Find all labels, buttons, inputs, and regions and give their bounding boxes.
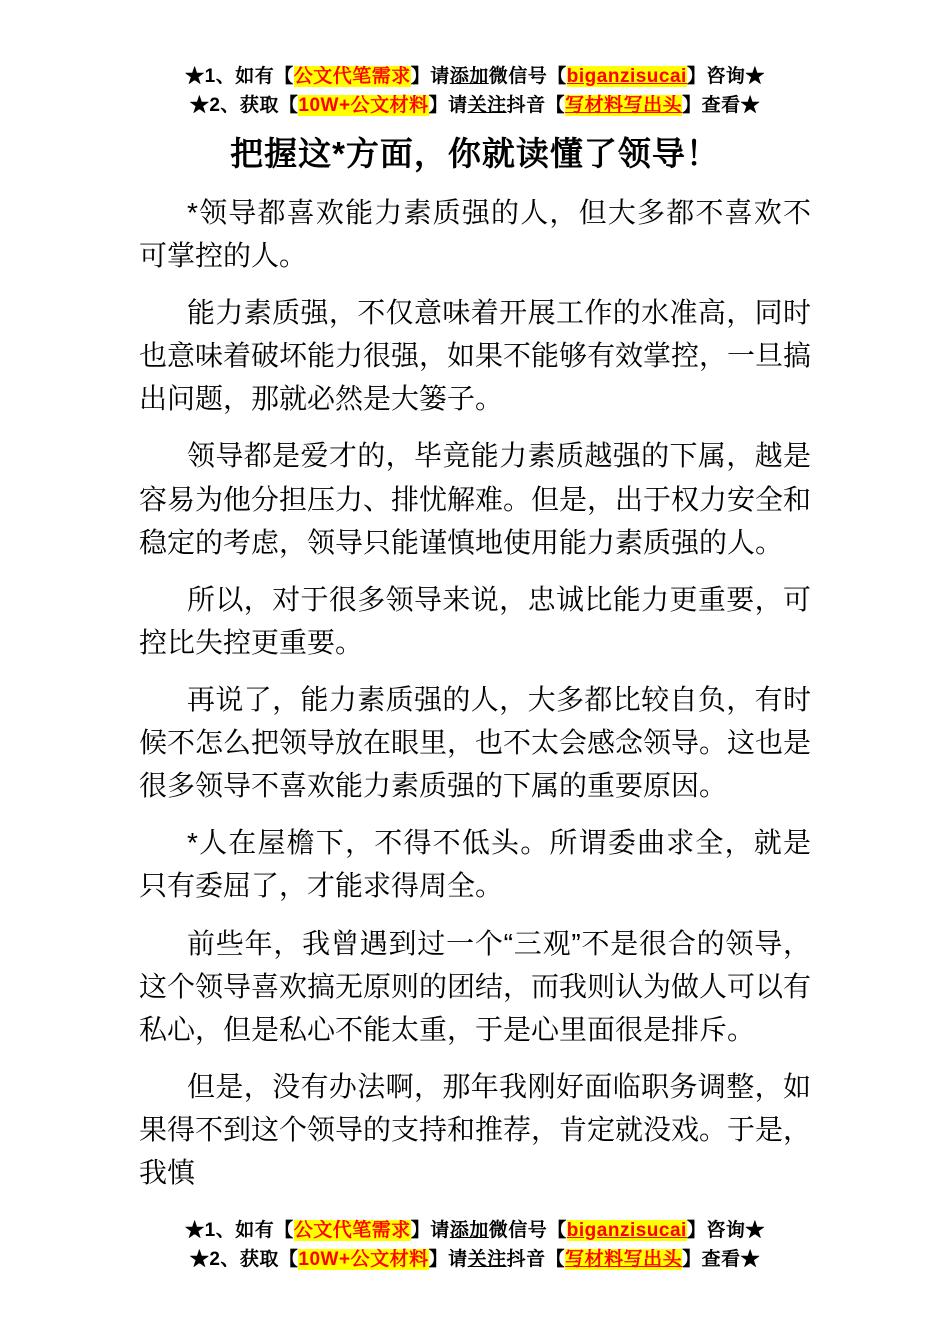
promo-mid: 】请 — [410, 1220, 450, 1241]
promo-prefix: ★2、获取【 — [189, 1249, 299, 1270]
body-paragraph: 但是，没有办法啊，那年我刚好面临职务调整，如果得不到这个领导的支持和推荐，肯定就没戏。于是，我慎 — [139, 1070, 812, 1189]
promo-douyin-name: 写材料写出头 — [565, 95, 683, 116]
promo-underline-follow: 关注 — [467, 1249, 507, 1270]
promo-line-2 — [0, 91, 950, 120]
promo-mid: 微信号【 — [488, 66, 567, 87]
promo-line-2 — [0, 1245, 950, 1274]
document-body — [139, 191, 811, 1194]
promo-prefix: ★2、获取【 — [189, 95, 299, 116]
promo-banner-top — [0, 0, 950, 120]
promo-highlight-material: 10W+公文材料 — [298, 1249, 429, 1270]
promo-mid: 】请 — [428, 95, 468, 116]
promo-suffix: 】咨询★ — [686, 66, 765, 87]
promo-highlight-material: 10W+公文材料 — [298, 95, 429, 116]
promo-mid: 抖音【 — [506, 1249, 566, 1270]
promo-line-1 — [0, 62, 950, 91]
promo-prefix: ★1、如有【 — [185, 1220, 294, 1241]
promo-wechat-id: biganzisucai — [566, 1220, 687, 1241]
promo-banner-bottom — [0, 1216, 950, 1274]
body-paragraph: 前些年，我曾遇到过一个“三观”不是很合的领导，这个领导喜欢搞无原则的团结，而我则认为做人可以有私心，但是私心不能太重，于是心里面很是排斥。 — [139, 927, 812, 1045]
body-paragraph: 再说了，能力素质强的人，大多都比较自负，有时候不怎么把领导放在眼里，也不太会感念领导。这也是很多领导不喜欢能力素质强的下属的重要原因。 — [139, 683, 812, 802]
promo-douyin-name: 写材料写出头 — [565, 1249, 683, 1270]
promo-suffix: 】查看★ — [682, 1249, 761, 1270]
body-paragraph: *人在屋檐下，不得不低头。所谓委曲求全，就是只有委屈了，才能求得周全。 — [139, 827, 811, 902]
promo-wechat-id: biganzisucai — [566, 66, 687, 87]
body-paragraph: 所以，对于很多领导来说，忠诚比能力更重要，可控比失控更重要。 — [139, 583, 811, 658]
promo-mid: 】请 — [410, 66, 450, 87]
promo-mid: 抖音【 — [506, 95, 566, 116]
promo-highlight-service: 公文代笔需求 — [293, 66, 411, 87]
promo-line-1 — [0, 1216, 950, 1245]
promo-underline-add: 添加 — [449, 66, 489, 87]
body-paragraph: 领导都是爱才的，毕竟能力素质越强的下属，越是容易为他分担压力、排忧解难。但是，出于权力安全和稳定的考虑，领导只能谨慎地使用能力素质强的人。 — [139, 440, 812, 558]
promo-prefix: ★1、如有【 — [185, 66, 294, 87]
promo-underline-follow: 关注 — [467, 95, 507, 116]
promo-suffix: 】咨询★ — [686, 1220, 765, 1241]
body-paragraph: 能力素质强，不仅意味着开展工作的水准高，同时也意味着破坏能力很强，如果不能够有效掌控，一旦搞出问题，那就必然是大篓子。 — [139, 297, 812, 415]
page-title: 把握这*方面，你就读懂了领导！ — [230, 135, 720, 172]
promo-underline-add: 添加 — [449, 1220, 489, 1241]
body-paragraph: *领导都喜欢能力素质强的人，但大多都不喜欢不可掌控的人。 — [139, 196, 811, 271]
promo-suffix: 】查看★ — [682, 95, 761, 116]
promo-highlight-service: 公文代笔需求 — [293, 1220, 411, 1241]
promo-mid: 】请 — [428, 1249, 468, 1270]
promo-mid: 微信号【 — [488, 1220, 567, 1241]
